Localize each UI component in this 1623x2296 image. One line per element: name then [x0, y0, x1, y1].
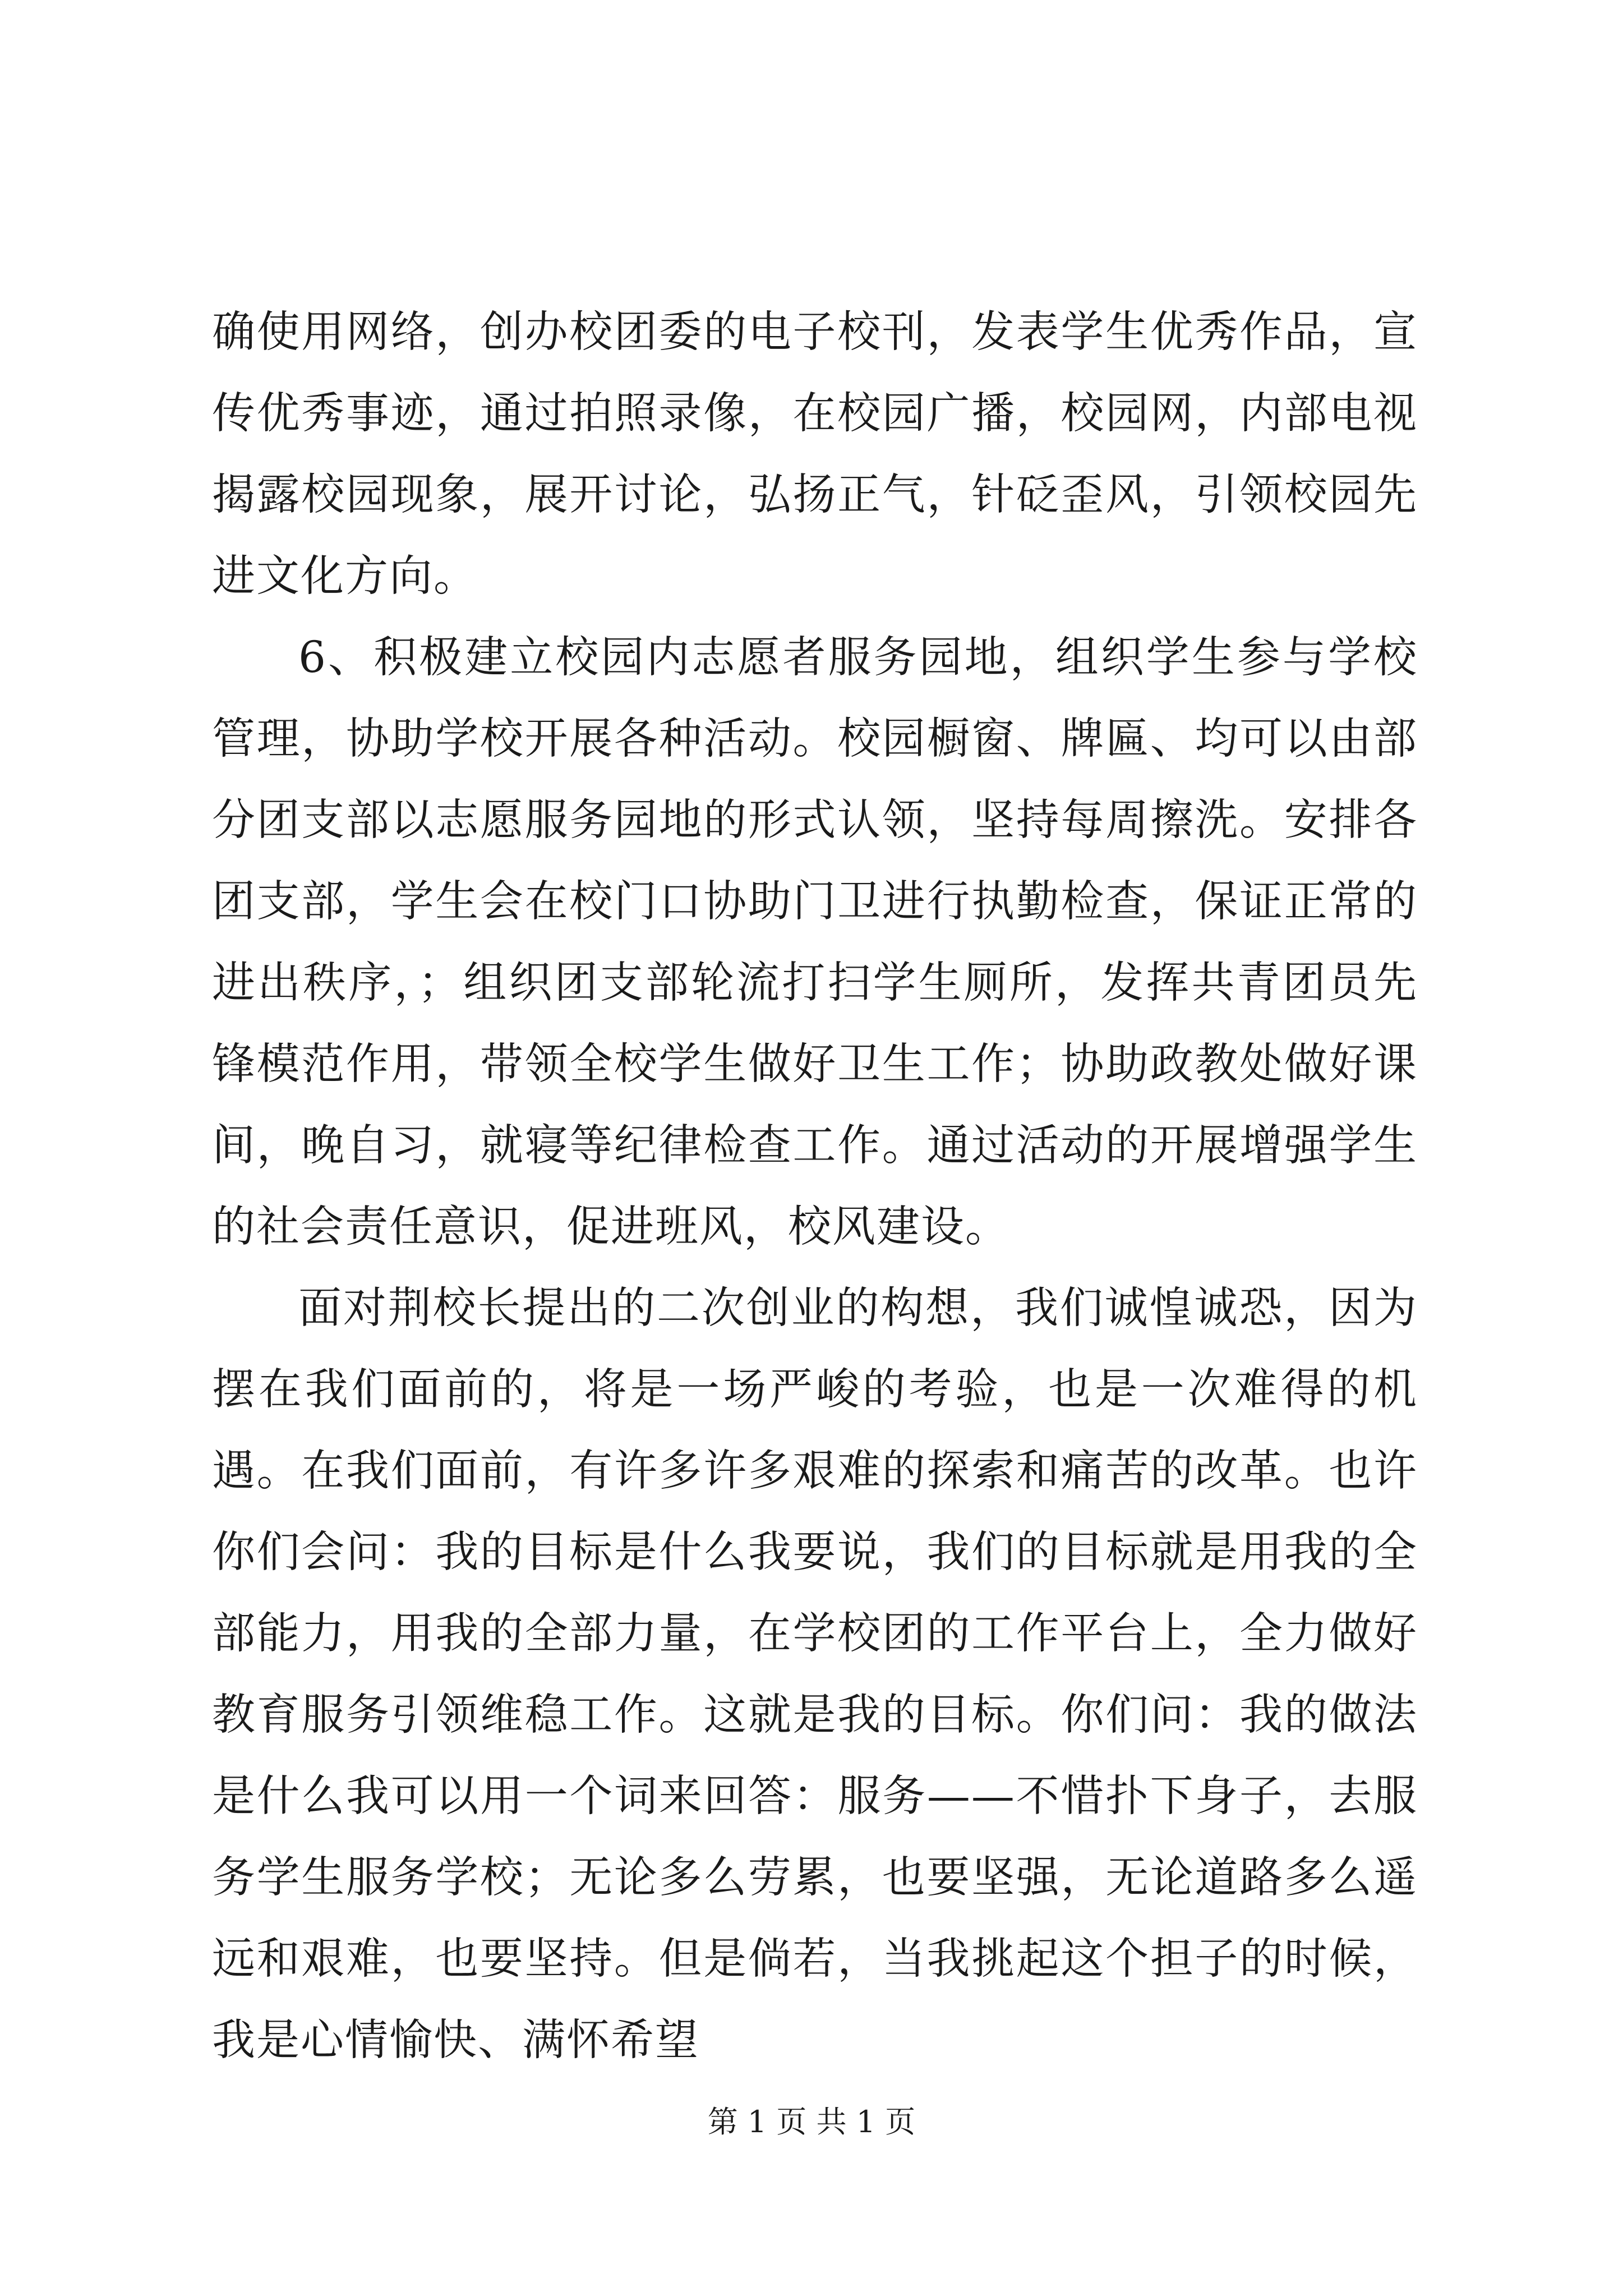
page-footer	[0, 2098, 1623, 2141]
paragraph-1: 确使用网络，创办校团委的电子校刊，发表学生优秀作品，宣传优秀事迹，通过拍照录像，在校园广播，校园网，内部电视揭露校园现象，展开讨论，弘扬正气，针砭歪风，引领校园先进文化方向。	[212, 307, 1418, 601]
paragraph-2: 6、积极建立校园内志愿者服务园地，组织学生参与学校管理，协助学校开展各种活动。校园橱窗、牌匾、均可以由部分团支部以志愿服务园地的形式认领，坚持每周擦洗。安排各团支部，学生会在校门口协助门卫进行执勤检查，保证正常的进出秩序，；组织团支部轮流打扫学生厕所，发挥共青团员先锋模范作用，带领全校学生做好卫生工作；协助政教处做好课间，晚自习，就寝等纪律检查工作。通过活动的开展增强学生的社会责任意识，促进班风，校风建设。	[212, 633, 1418, 1252]
page-number-label: 第 1 页 共 1 页	[707, 2104, 916, 2139]
document-body	[212, 292, 1418, 2081]
paragraph-3: 面对荆校长提出的二次创业的构想，我们诚惶诚恐，因为摆在我们面前的，将是一场严峻的考验，也是一次难得的机遇。在我们面前，有许多许多艰难的探索和痛苦的改革。也许你们会问：我的目标是什么我要说，我们的目标就是用我的全部能力，用我的全部力量，在学校团的工作平台上，全力做好教育服务引领维稳工作。这就是我的目标。你们问：我的做法是什么我可以用一个词来回答：服务——不惜扑下身子，去服务学生服务学校；无论多么劳累，也要坚强，无论道路多么遥远和艰难，也要坚持。但是倘若，当我挑起这个担子的时候，我是心情愉快、满怀希望	[212, 1283, 1418, 2065]
